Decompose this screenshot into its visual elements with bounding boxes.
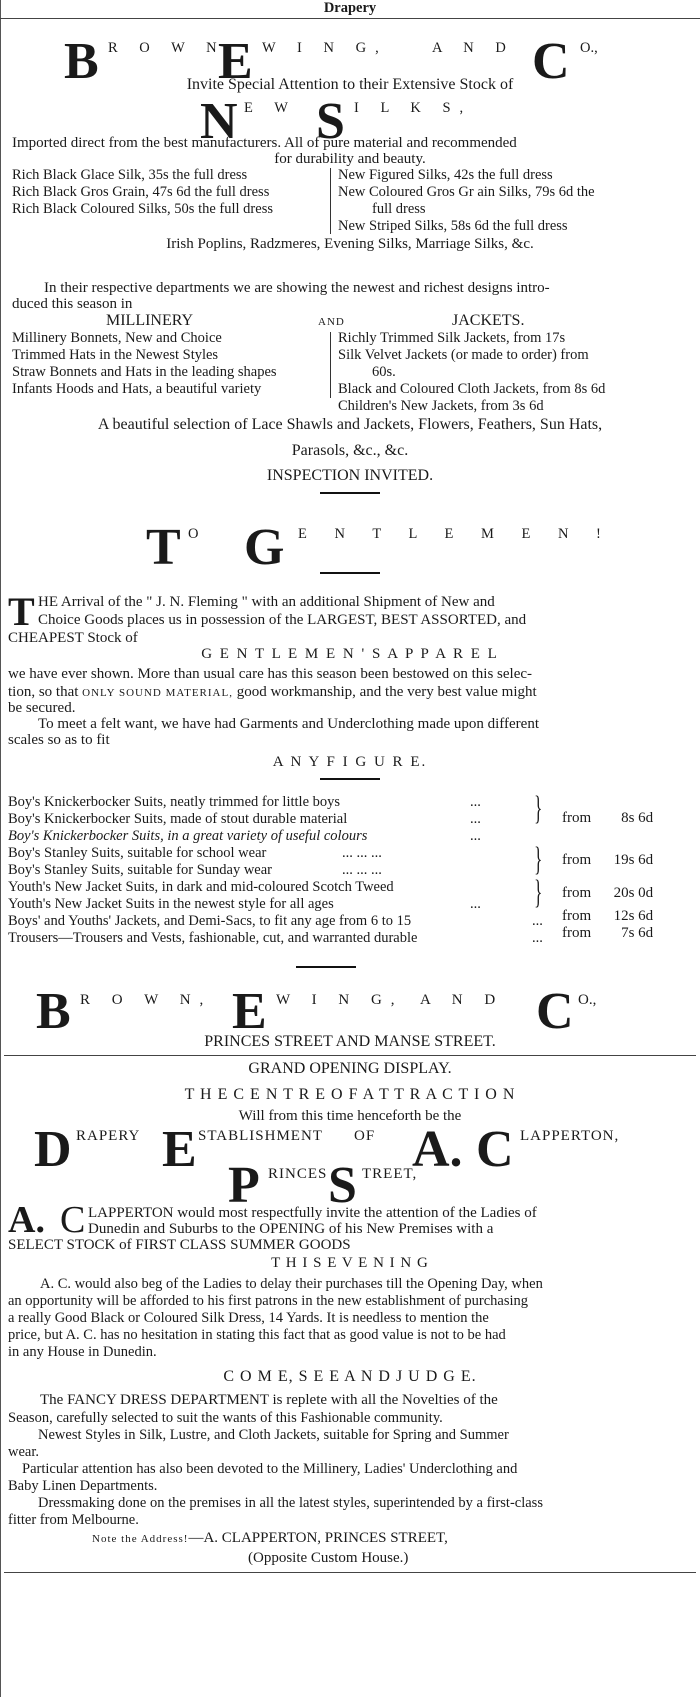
initial-e: E	[232, 983, 267, 1040]
opening-line-2: Dunedin and Suburbs to the OPENING of his New Premises with a	[88, 1221, 494, 1237]
and-word: AND	[318, 316, 345, 328]
est-word-drapery: RAPERY	[76, 1128, 141, 1144]
fancy-line-1: The FANCY DRESS DEPARTMENT is replete with all the Novelties of the	[40, 1392, 498, 1408]
initial-p: P	[228, 1157, 260, 1214]
suit-item: Boy's Stanley Suits, suitable for school wear	[8, 845, 267, 861]
initial-c: C	[532, 33, 570, 90]
newest-line-2: wear.	[8, 1444, 39, 1460]
jacket-item: Children's New Jackets, from 3s 6d	[338, 398, 544, 414]
fancy-line-2: Season, carefully selected to suit the wants of this Fashionable community.	[8, 1410, 443, 1426]
price-row: from 7s 6d	[562, 925, 654, 941]
column-divider	[330, 332, 331, 398]
est-word-establishment: STABLISHMENT	[198, 1128, 323, 1144]
parasols-line: Parasols, &c., &c.	[291, 442, 409, 459]
firm-word-and: A N D	[420, 992, 505, 1008]
price-row: from 20s 0d	[562, 885, 654, 901]
divider-rule	[320, 572, 380, 574]
lace-line: A beautiful selection of Lace Shawls and Jackets, Flowers, Feathers, Sun Hats,	[97, 416, 603, 433]
silk-price-item: New Figured Silks, 42s the full dress	[338, 167, 553, 183]
initial-d: D	[34, 1121, 72, 1178]
shown-line-2-end: good workmanship, and the very best value might	[236, 684, 537, 700]
jacket-item: Richly Trimmed Silk Jackets, from 17s	[338, 330, 566, 346]
felt-line-2: scales so as to fit	[8, 732, 110, 748]
firm-word-ewing: W I N G,	[262, 40, 388, 56]
durability-line: for durability and beauty.	[274, 151, 426, 167]
suit-item: Boy's Knickerbocker Suits, in a great variety of useful colours	[8, 828, 368, 844]
suit-item: Boys' and Youths' Jackets, and Demi-Sacs, to fit any age from 6 to 15	[8, 913, 412, 929]
initial-e: E	[218, 33, 253, 90]
millinery-item: Straw Bonnets and Hats in the leading shapes	[12, 364, 277, 380]
brace-icon: }	[534, 874, 543, 911]
silk-price-item: Rich Black Coloured Silks, 50s the full dress	[12, 201, 273, 217]
divider-rule	[296, 966, 356, 968]
particular-line-2: Baby Linen Departments.	[8, 1478, 158, 1494]
est-word-of: OF	[354, 1128, 376, 1144]
poplins-line: Irish Poplins, Radzmeres, Evening Silks, Marriage Silks, &c.	[166, 236, 534, 252]
initial-t-dropcap: T	[8, 589, 35, 634]
particular-line-1: Particular attention has also been devoted to the Millinery, Ladies' Underclothing and	[22, 1461, 518, 1477]
millinery-heading: MILLINERY	[106, 312, 194, 329]
beg-line-2: an opportunity will be afforded to his first patrons in the new establishment of purchasing	[8, 1293, 529, 1309]
arrival-line-3: CHEAPEST Stock of	[8, 630, 138, 646]
silks-word-silks: I L K S,	[354, 100, 473, 116]
any-figure-heading: A N Y F I G U R E.	[272, 754, 428, 770]
jacket-item: Silk Velvet Jackets (or made to order) from	[338, 347, 589, 363]
left-column-rule	[0, 0, 1, 1697]
come-see-judge-heading: C O M E, S E E A N D J U D G E.	[223, 1368, 477, 1385]
streets-line: PRINCES STREET AND MANSE STREET.	[204, 1033, 496, 1050]
millinery-item: Millinery Bonnets, New and Choice	[12, 330, 222, 346]
silk-price-item: Rich Black Gros Grain, 47s 6d the full dress	[12, 184, 270, 200]
initial-a: A.	[412, 1121, 463, 1178]
suit-item: Boy's Knickerbocker Suits, neatly trimmed for little boys	[8, 794, 341, 810]
section-title: Drapery	[323, 0, 377, 16]
jacket-item: Black and Coloured Cloth Jackets, from 8s 6d	[338, 381, 606, 397]
title-word-gentlemen: E N T L E M E N !	[298, 526, 613, 542]
suit-item: Youth's New Jacket Suits, in dark and mid-coloured Scotch Tweed	[8, 879, 394, 895]
firm-word-co: O.,	[580, 40, 598, 56]
street-word: TREET,	[362, 1166, 418, 1182]
divider-rule	[320, 778, 380, 780]
initial-t: T	[146, 519, 181, 576]
suits-leaders: ... ... ... ... ... ... ... ... ... ... ... ...	[342, 794, 543, 946]
shown-line-1: we have ever shown. More than usual care has this season been bestowed on this selec-	[8, 666, 533, 682]
millinery-item: Trimmed Hats in the Newest Styles	[12, 347, 219, 363]
column-divider	[330, 168, 331, 234]
newest-line-1: Newest Styles in Silk, Lustre, and Cloth Jackets, suitable for Spring and Summer	[38, 1427, 509, 1443]
grand-opening-heading: GRAND OPENING DISPLAY.	[248, 1060, 452, 1077]
initial-e: E	[162, 1121, 197, 1178]
silk-prices-left	[12, 167, 273, 218]
firm-word-co: O.,	[578, 992, 597, 1008]
header-rule	[0, 18, 700, 19]
initial-g: G	[244, 519, 285, 576]
arrival-line-1: HE Arrival of the " J. N. Fleming " with an additional Shipment of New and	[38, 594, 495, 610]
initial-c-dropcap: C	[60, 1199, 86, 1241]
silk-price-item: full dress	[372, 201, 426, 217]
suit-item: Boy's Knickerbocker Suits, made of stout durable material	[8, 811, 348, 827]
jacket-item: 60s.	[372, 364, 396, 380]
silk-prices-right	[338, 167, 595, 235]
silks-word-new: E W	[244, 100, 297, 116]
departments-line-1: In their respective departments we are showing the newest and richest designs intro-	[44, 280, 550, 296]
beg-line-5: in any House in Dunedin.	[8, 1344, 157, 1360]
this-evening-heading: T H I S E V E N I N G	[271, 1255, 429, 1271]
millinery-list	[12, 330, 277, 398]
will-line: Will from this time henceforth be the	[238, 1108, 462, 1124]
dressmaking-line-2: fitter from Melbourne.	[8, 1512, 139, 1528]
title-word-to: O	[188, 526, 199, 542]
dressmaking-line-1: Dressmaking done on the premises in all the latest styles, superintended by a first-class	[38, 1495, 543, 1511]
felt-line-1: To meet a felt want, we have had Garments and Underclothing made upon different	[38, 716, 539, 732]
opening-line-1: LAPPERTON would most respectfully invite the attention of the Ladies of	[88, 1205, 537, 1221]
invite-line: Invite Special Attention to their Extensive Stock of	[186, 76, 514, 93]
initial-a-dropcap: A.	[8, 1199, 45, 1241]
initial-c: C	[536, 983, 574, 1040]
imported-line: Imported direct from the best manufacturers. All of pure material and recommended	[12, 135, 517, 151]
jackets-heading: JACKETS.	[452, 312, 525, 329]
initial-b: B	[64, 33, 99, 90]
millinery-item: Infants Hoods and Hats, a beautiful variety	[12, 381, 262, 397]
departments-line-2: duced this season in	[12, 296, 133, 312]
price-row: from 8s 6d	[562, 810, 654, 826]
firm-word-brown: R O W N,	[108, 40, 239, 56]
note-address-text: Note the Address!	[92, 1533, 189, 1545]
beg-line-3: a really Good Black or Coloured Silk Dress, 14 Yards. It is needless to mention the	[8, 1310, 489, 1326]
est-word-clapperton: LAPPERTON,	[520, 1128, 620, 1144]
initial-n: N	[200, 93, 238, 150]
shown-line-3: be secured.	[8, 700, 76, 716]
initial-s: S	[328, 1157, 357, 1214]
divider-rule	[320, 492, 380, 494]
suit-item: Trousers—Trousers and Vests, fashionable, cut, and warranted durable	[8, 930, 418, 946]
beg-line-1: A. C. would also beg of the Ladies to delay their purchases till the Opening Day, when	[40, 1276, 543, 1292]
address-text: —A. CLAPPERTON, PRINCES STREET,	[188, 1530, 448, 1546]
opposite-custom-house: (Opposite Custom House.)	[248, 1550, 409, 1566]
suit-item: Youth's New Jacket Suits in the newest style for all ages	[8, 896, 334, 912]
address-line	[92, 1530, 448, 1548]
firm-word-and: A N D	[432, 40, 515, 56]
inspection-line: INSPECTION INVITED.	[266, 467, 434, 484]
silk-price-item: New Striped Silks, 58s 6d the full dress	[338, 218, 568, 234]
apparel-heading: G E N T L E M E N ' S A P P A R E L	[201, 646, 499, 662]
firm-word-ewing: W I N G,	[276, 992, 404, 1008]
beg-line-4: price, but A. C. has no hesitation in stating this fact that as good value is not to be had	[8, 1327, 506, 1343]
silk-price-item: New Coloured Gros Gr ain Silks, 79s 6d the	[338, 184, 595, 200]
brace-icon: }	[534, 841, 543, 878]
princes-word: RINCES	[268, 1166, 328, 1182]
ad-separator-rule	[4, 1055, 696, 1056]
centre-attraction-heading: T H E C E N T R E O F A T T R A C T I O N	[184, 1086, 516, 1103]
shown-line-2-start: tion, so that	[8, 684, 79, 700]
jackets-list	[338, 330, 605, 415]
price-row: from 12s 6d	[562, 908, 654, 924]
firm-word-brown: R O W N,	[80, 992, 213, 1008]
shown-line-2	[8, 684, 537, 702]
sound-material-text: ONLY SOUND MATERIAL,	[82, 687, 233, 699]
opening-line-3: SELECT STOCK of FIRST CLASS SUMMER GOODS	[8, 1237, 351, 1253]
price-row: from 19s 6d	[562, 852, 654, 868]
brace-icon: }	[534, 790, 543, 827]
bottom-rule	[4, 1572, 696, 1573]
arrival-line-2: Choice Goods places us in possession of the LARGEST, BEST ASSORTED, and	[38, 612, 527, 628]
silk-price-item: Rich Black Glace Silk, 35s the full dress	[12, 167, 248, 183]
initial-b: B	[36, 983, 71, 1040]
initial-s: S	[316, 93, 345, 150]
initial-c: C	[476, 1121, 514, 1178]
suit-item: Boy's Stanley Suits, suitable for Sunday wear	[8, 862, 272, 878]
